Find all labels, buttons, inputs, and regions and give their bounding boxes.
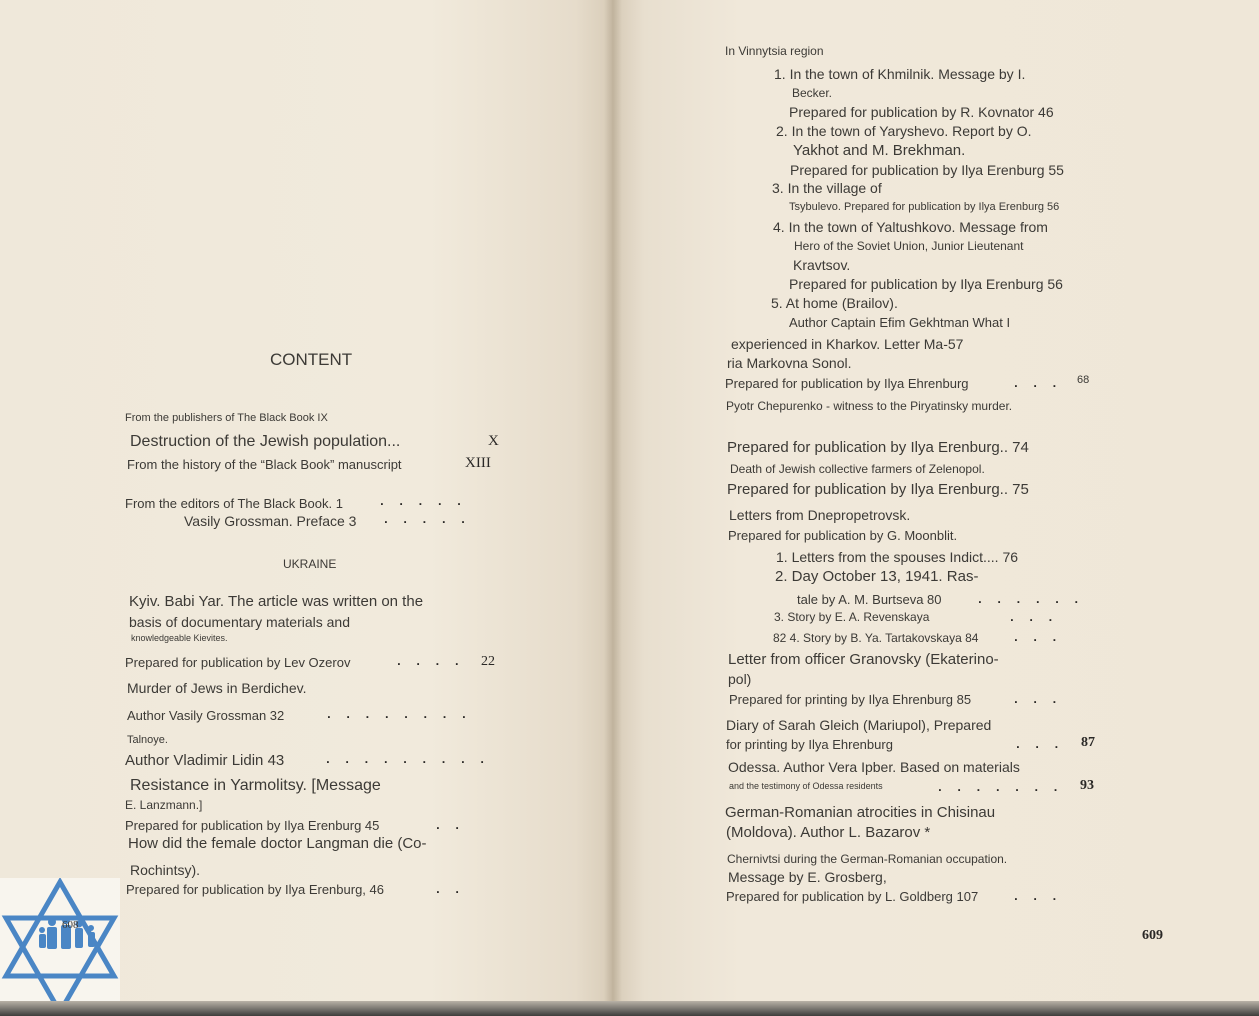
leader-dots: . . . (1014, 892, 1063, 903)
toc-entry: Message by E. Grosberg, (728, 869, 887, 885)
toc-entry: 5. At home (Brailov). (771, 295, 898, 311)
toc-entry: pol) (728, 671, 752, 687)
toc-entry: Murder of Jews in Berdichev. (127, 680, 307, 696)
toc-entry: Destruction of the Jewish population... (130, 433, 401, 450)
toc-entry: German-Romanian atrocities in Chisinau (725, 804, 996, 821)
toc-entry: Prepared for publication by Ilya Erenburg 56 (789, 276, 1063, 292)
toc-entry: Prepared for publication by Ilya Ehrenburg (725, 376, 969, 391)
toc-entry: Tsybulevo. Prepared for publication by Ilya Erenburg 56 (789, 201, 1060, 213)
toc-entry: E. Lanzmann.] (125, 798, 203, 812)
toc-entry: ria Markovna Sonol. (727, 355, 852, 371)
page-number-right: 609 (1142, 928, 1163, 943)
toc-entry: 1. In the town of Khmilnik. Message by I. (774, 66, 1026, 82)
toc-entry: 82 4. Story by B. Ya. Tartakovskaya 84 (773, 631, 979, 645)
leader-dots: . . . . . (384, 515, 471, 526)
leader-dots: . . . . . (380, 497, 467, 508)
toc-entry: Rochintsy). (130, 862, 201, 878)
toc-entry: 3. In the village of (772, 180, 882, 196)
toc-page-number: X (488, 433, 499, 449)
toc-entry: From the history of the “Black Book” manuscript (127, 457, 402, 472)
toc-entry: Prepared for publication by Lev Ozerov (125, 655, 351, 670)
star-of-david-family-icon (0, 878, 120, 1016)
toc-entry: Author Vasily Grossman 32 (127, 708, 285, 723)
toc-entry: From the editors of The Black Book. 1 (125, 496, 343, 511)
toc-page-number: XIII (465, 455, 491, 471)
toc-entry: Resistance in Yarmolitsy. [Message (130, 777, 381, 794)
leader-dots: . . (436, 885, 466, 896)
toc-entry: 2. In the town of Yaryshevo. Report by O. (776, 123, 1032, 139)
toc-page-number: 22 (481, 654, 495, 669)
toc-entry: Prepared for publication by G. Moonblit. (728, 528, 958, 543)
leader-dots: . . (436, 821, 466, 832)
toc-entry: Death of Jewish collective farmers of Zelenopol. (730, 462, 985, 476)
toc-entry: Prepared for printing by Ilya Ehrenburg 85 (729, 692, 972, 707)
leader-dots: . . . . . . . . (327, 710, 472, 721)
toc-entry: Talnoye. (127, 734, 168, 746)
section-heading: UKRAINE (283, 557, 337, 571)
toc-entry: tale by A. M. Burtseva 80 (797, 592, 942, 607)
toc-entry: How did the female doctor Langman die (Co- (128, 835, 427, 852)
toc-entry: Prepared for publication by L. Goldberg 107 (726, 889, 979, 904)
toc-entry: for printing by Ilya Ehrenburg (726, 737, 893, 752)
book-gutter (604, 0, 622, 1016)
toc-entry: Vasily Grossman. Preface 3 (184, 513, 357, 529)
toc-entry: Prepared for publication by Ilya Erenburg 45 (125, 818, 380, 833)
toc-entry: Letters from Dnepropetrovsk. (729, 507, 911, 523)
toc-entry: Letter from officer Granovsky (Ekaterino- (728, 651, 999, 668)
toc-entry: Prepared for publication by Ilya Erenburg.. 75 (727, 481, 1029, 498)
toc-entry: Pyotr Chepurenko - witness to the Piryatinsky murder. (726, 399, 1013, 413)
toc-entry: Chernivtsi during the German-Romanian occupation. (727, 852, 1008, 866)
toc-entry: basis of documentary materials and (129, 614, 350, 630)
leader-dots: . . . . . . . . . (326, 755, 491, 766)
toc-entry: knowledgeable Kievites. (131, 633, 228, 643)
toc-entry: Author Captain Efim Gekhtman What I (789, 315, 1011, 330)
toc-entry: and the testimony of Odessa residents (729, 781, 883, 791)
toc-entry: In Vinnytsia region (725, 44, 824, 58)
toc-entry: Diary of Sarah Gleich (Mariupol), Prepared (726, 717, 992, 733)
toc-entry: Hero of the Soviet Union, Junior Lieutenant (794, 239, 1024, 253)
toc-entry: Prepared for publication by R. Kovnator 46 (789, 104, 1054, 120)
toc-entry: From the publishers of The Black Book IX (125, 412, 328, 424)
leader-dots: . . . (1014, 633, 1063, 644)
toc-entry: 3. Story by E. A. Revenskaya (774, 610, 930, 624)
toc-entry: Kyiv. Babi Yar. The article was written on the (129, 593, 424, 610)
leader-dots: . . . (1014, 379, 1063, 390)
toc-entry: (Moldova). Author L. Bazarov * (726, 824, 931, 841)
toc-page-number: 68 (1077, 374, 1090, 386)
toc-entry: Yakhot and M. Brekhman. (793, 142, 966, 159)
toc-page-number: 93 (1080, 778, 1094, 793)
toc-entry: Author Vladimir Lidin 43 (125, 752, 285, 769)
toc-page-number: 87 (1081, 735, 1095, 750)
toc-entry: experienced in Kharkov. Letter Ma-57 (731, 336, 964, 352)
toc-entry: Prepared for publication by Ilya Erenburg, 46 (126, 882, 384, 897)
page-number-left: 608 (62, 919, 79, 931)
toc-entry: 2. Day October 13, 1941. Ras- (775, 568, 979, 585)
toc-entry: Prepared for publication by Ilya Erenburg 55 (790, 162, 1064, 178)
book-edge (0, 1001, 1259, 1016)
leader-dots: . . . (1014, 695, 1063, 706)
leader-dots: . . . . . . . (938, 783, 1064, 794)
toc-entry: Becker. (792, 86, 833, 100)
leader-dots: . . . . (397, 657, 465, 668)
leader-dots: . . . (1010, 613, 1059, 624)
contents-title: CONTENT (270, 350, 353, 369)
toc-entry: 4. In the town of Yaltushkovo. Message from (773, 219, 1048, 235)
toc-entry: Odessa. Author Vera Ipber. Based on materials (728, 759, 1020, 775)
toc-entry: Kravtsov. (793, 257, 851, 273)
toc-entry: Prepared for publication by Ilya Erenburg.. 74 (727, 439, 1029, 456)
leader-dots: . . . . . . (978, 595, 1085, 606)
toc-entry: 1. Letters from the spouses Indict.... 76 (776, 549, 1019, 565)
leader-dots: . . . (1016, 740, 1065, 751)
